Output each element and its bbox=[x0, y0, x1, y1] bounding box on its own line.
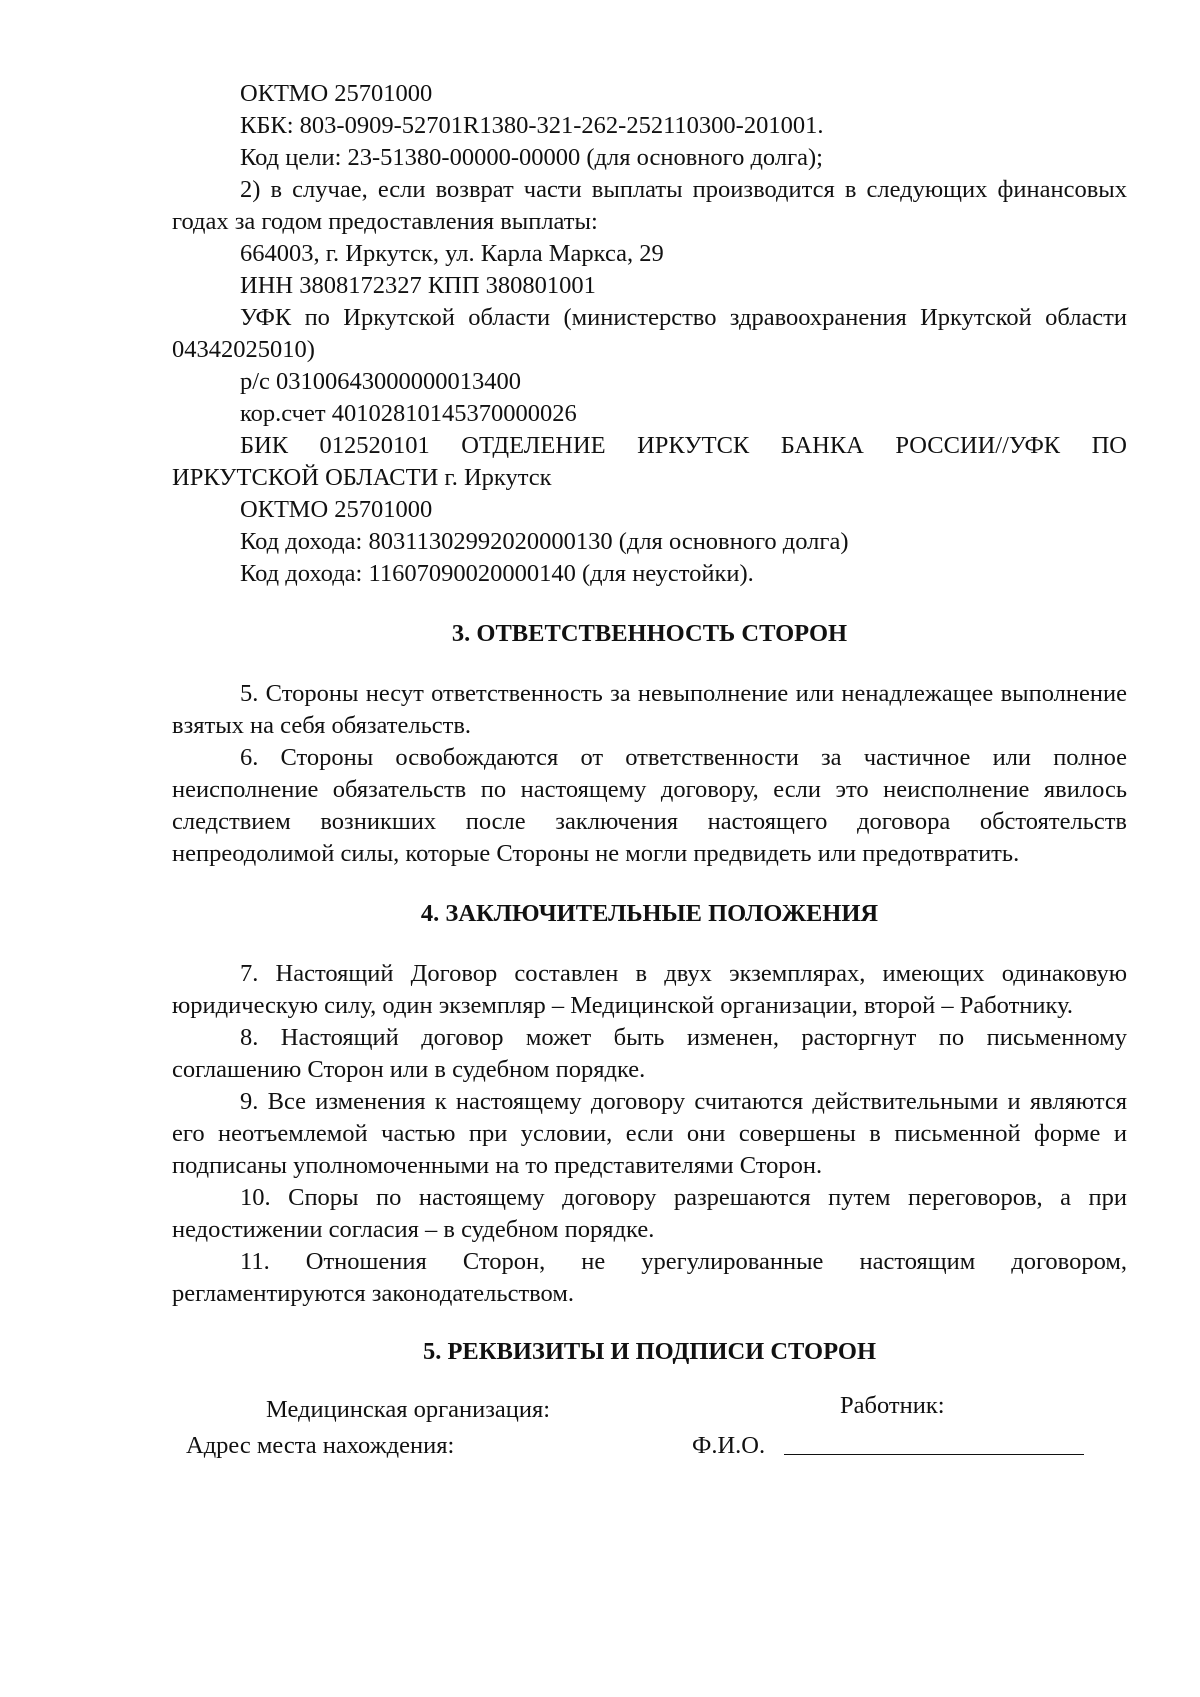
clause-5: 5. Стороны несут ответственность за невыполнение или ненадлежащее выполнение взятых на себя обязательств. bbox=[172, 680, 1127, 739]
account-line: р/с 03100643000000013400 bbox=[240, 368, 522, 395]
address-line: 664003, г. Иркутск, ул. Карла Маркса, 29 bbox=[240, 240, 664, 267]
section-5-title: 5. РЕКВИЗИТЫ И ПОДПИСИ СТОРОН bbox=[422, 1338, 877, 1365]
signature-block bbox=[172, 1394, 1127, 1474]
address-label: Адрес места нахождения: bbox=[186, 1432, 455, 1459]
fio-label: Ф.И.О. bbox=[692, 1432, 766, 1459]
clause-8: 8. Настоящий договор может быть изменен, расторгнут по письменному соглашению Сторон или в судебном порядке. bbox=[172, 1024, 1127, 1083]
fio-signature-line bbox=[784, 1454, 1084, 1455]
income-code-penalty-line: Код дохода: 11607090020000140 (для неустойки). bbox=[240, 560, 754, 587]
medical-organization-label: Медицинская организация: bbox=[266, 1396, 551, 1423]
clause-6: 6. Стороны освобождаются от ответственности за частичное или полное неисполнение обязательств по настоящему договору, если это неисполнение явилось следствием возникших после заключения настоящего договора обстоятельств непреодолимой силы, которые Стороны не могли предвидеть или предотвратить. bbox=[172, 744, 1127, 867]
section-4-title: 4. ЗАКЛЮЧИТЕЛЬНЫЕ ПОЛОЖЕНИЯ bbox=[420, 900, 879, 927]
corr-account-line: кор.счет 40102810145370000026 bbox=[240, 400, 577, 427]
target-code-line: Код цели: 23-51380-00000-00000 (для основного долга); bbox=[240, 144, 823, 171]
ufk-paragraph: УФК по Иркутской области (министерство здравоохранения Иркутской области 04342025010) bbox=[172, 304, 1127, 363]
clause-7: 7. Настоящий Договор составлен в двух экземплярах, имеющих одинаковую юридическую силу, один экземпляр – Медицинской организации, второй – Работнику. bbox=[172, 960, 1127, 1019]
oktmo-line-1: ОКТМО 25701000 bbox=[240, 80, 433, 107]
kbk-line: КБК: 803-0909-52701R1380-321-262-252110300-201001. bbox=[240, 112, 824, 139]
oktmo-line-2: ОКТМО 25701000 bbox=[240, 496, 433, 523]
bik-paragraph: БИК 012520101 ОТДЕЛЕНИЕ ИРКУТСК БАНКА РОССИИ//УФК ПО ИРКУТСКОЙ ОБЛАСТИ г. Иркутск bbox=[172, 432, 1127, 491]
clause-10: 10. Споры по настоящему договору разрешаются путем переговоров, а при недостижении согласия – в судебном порядке. bbox=[172, 1184, 1127, 1243]
clause-11: 11. Отношения Сторон, не урегулированные настоящим договором, регламентируются законодательством. bbox=[172, 1248, 1127, 1307]
document-body bbox=[172, 78, 1127, 1474]
employee-label: Работник: bbox=[840, 1392, 945, 1419]
paragraph-return-next-year: 2) в случае, если возврат части выплаты производится в следующих финансовых годах за годом предоставления выплаты: bbox=[172, 176, 1127, 235]
clause-9: 9. Все изменения к настоящему договору считаются действительными и являются его неотъемлемой частью при условии, если они совершены в письменной форме и подписаны уполномоченными на то представителями Сторон. bbox=[172, 1088, 1127, 1179]
income-code-debt-line: Код дохода: 80311302992020000130 (для основного долга) bbox=[240, 528, 849, 555]
inn-kpp-line: ИНН 3808172327 КПП 380801001 bbox=[240, 272, 596, 299]
section-3-title: 3. ОТВЕТСТВЕННОСТЬ СТОРОН bbox=[451, 620, 848, 647]
